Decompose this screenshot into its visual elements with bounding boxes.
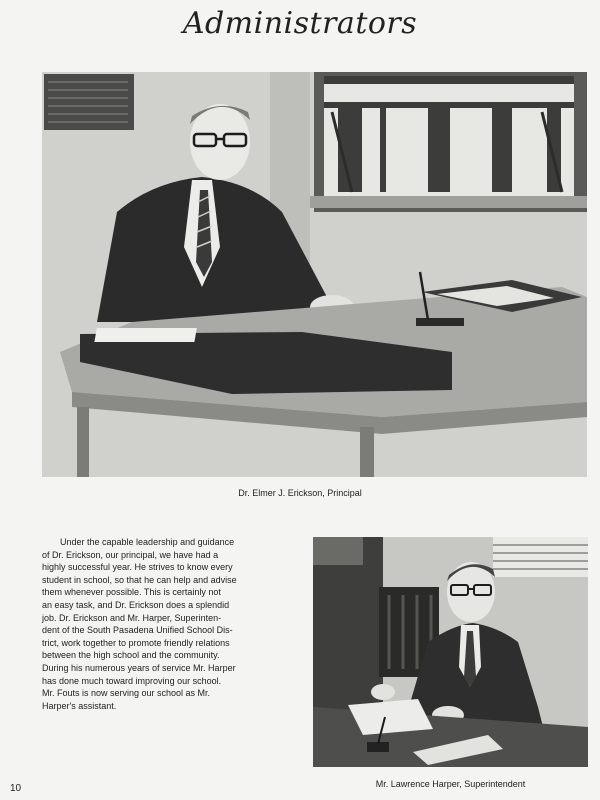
article-line: between the high school and the community. [42, 650, 220, 661]
superintendent-photo-illustration [313, 537, 588, 767]
article-line: Under the capable leadership and guidance [60, 537, 235, 547]
principal-photo [42, 72, 587, 477]
article-line: Mr. Fouts is now serving our school as Mr. [42, 688, 211, 699]
article-line: an easy task, and Dr. Erickson does a splendid [42, 599, 230, 610]
principal-photo-illustration [42, 72, 587, 477]
article-line: has done much toward improving our school. [42, 675, 222, 686]
article-line: Harper's assistant. [42, 700, 117, 711]
article-line: of Dr. Erickson, our principal, we have had a [42, 549, 219, 560]
article-line: job. Dr. Erickson and Mr. Harper, Superinten- [42, 612, 222, 623]
superintendent-photo [313, 537, 588, 767]
article-line: During his numerous years of service Mr. Harper [42, 662, 236, 673]
article-body [42, 536, 292, 712]
principal-caption: Dr. Elmer J. Erickson, Principal [238, 488, 362, 498]
page-title: Administrators [182, 6, 418, 41]
article-line: student in school, so that he can help and advise [42, 574, 237, 585]
article-line: them whenever possible. This is certainly not [42, 587, 221, 598]
superintendent-caption: Mr. Lawrence Harper, Superintendent [375, 779, 526, 789]
article-line: highly successful year. He strives to know every [42, 562, 233, 573]
page-number: 10 [10, 783, 22, 794]
article-line: dent of the South Pasadena Unified School Dis- [42, 625, 233, 636]
article-line: trict, work together to promote friendly relations [42, 637, 230, 648]
